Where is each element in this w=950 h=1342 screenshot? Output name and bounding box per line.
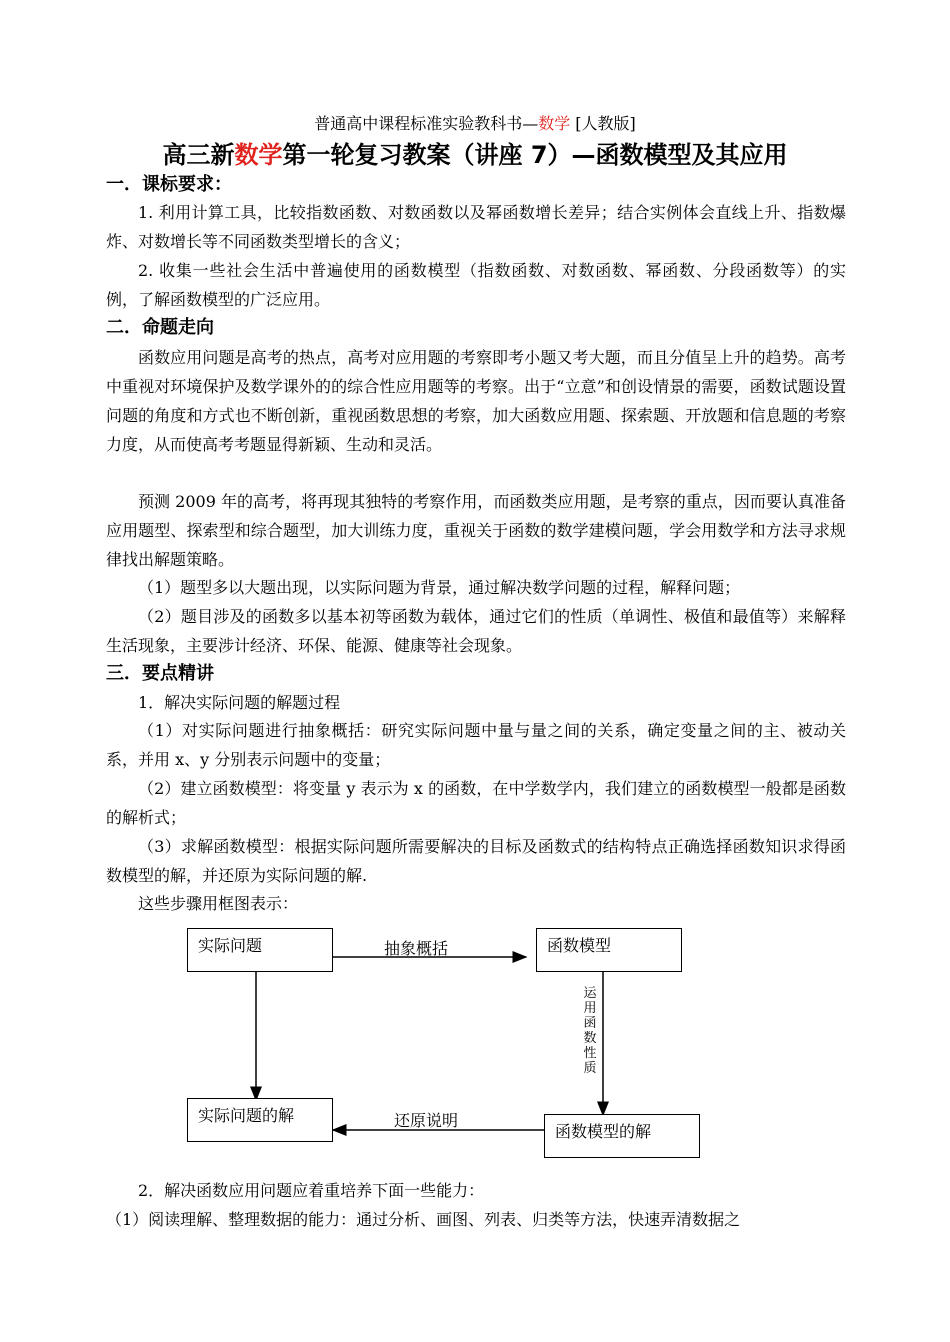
paragraph-1-2: 2. 收集一些社会生活中普遍使用的函数模型（指数函数、对数函数、幂函数、分段函数等）的实例，了解函数模型的广泛应用。 [106,261,846,309]
title-post: 第一轮复习教案（讲座 7）—函数模型及其应用 [282,141,788,169]
box-model-solution: 函数模型的解 [544,1114,700,1158]
series-header-pre: 普通高中课程标准实验教科书— [314,114,539,133]
page-title [0,140,950,170]
paragraph-2-3: （1）题型多以大题出现，以实际问题为背景，通过解决数学问题的过程，解释问题； [138,578,741,597]
box-problem-solution: 实际问题的解 [187,1098,333,1142]
box-practical-problem: 实际问题 [187,928,333,972]
series-header-subject: 数学 [538,114,571,133]
paragraph-2-2: 预测 2009 年的高考，将再现其独特的考察作用，而函数类应用题，是考察的重点，因而要认真准备应用题型、探索型和综合题型，加大训练力度，重视关于函数的数学建模问题，学会用数学和方法寻求规律找出解题策略。 [106,492,846,569]
title-pre: 高三新 [162,141,235,169]
paragraph-2-1: 函数应用问题是高考的热点，高考对应用题的考察即考小题又考大题，而且分值呈上升的趋势。高考中重视对环境保护及数学课外的的综合性应用题等的考察。出于“立意”和创设情景的需要，函数试题设置问题的角度和方式也不断创新，重视函数思想的考察，加大函数应用题、探索题、开放题和信息题的考察力度，从而使高考考题显得新颖、生动和灵活。 [106,348,846,454]
paragraph-3-7: （1）阅读理解、整理数据的能力：通过分析、画图、列表、归类等方法，快速弄清数据之 [106,1210,741,1229]
label-abstract: 抽象概括 [384,939,449,958]
series-header-edition: [人教版] [570,114,636,133]
label-restore: 还原说明 [394,1111,459,1130]
box-function-model: 函数模型 [536,928,682,972]
paragraph-3-1: 1．解决实际问题的解题过程 [138,693,341,712]
paragraph-3-2: （1）对实际问题进行抽象概括：研究实际问题中量与量之间的关系，确定变量之间的主、被动关系，并用 x、y 分别表示问题中的变量； [106,721,846,769]
paragraph-3-5: 这些步骤用框图表示： [138,894,299,913]
paragraph-1-1: 1. 利用计算工具，比较指数函数、对数函数以及幂函数增长差异；结合实例体会直线上升、指数爆炸、对数增长等不同函数类型增长的含义； [106,203,846,251]
title-subject: 数学 [234,141,283,169]
paragraph-2-4: （2）题目涉及的函数多以基本初等函数为载体，通过它们的性质（单调性、极值和最值等）来解释生活现象，主要涉计经济、环保、能源、健康等社会现象。 [106,607,846,655]
label-apply-properties: 运用函数性质 [583,986,597,1076]
section-heading-3: 三．要点精讲 [106,663,214,684]
section-heading-2: 二．命题走向 [106,317,214,338]
paragraph-3-3: （2）建立函数模型：将变量 y 表示为 x 的函数，在中学数学内，我们建立的函数模型一般都是函数的解析式； [106,779,846,827]
section-heading-1: 一．课标要求： [106,174,232,195]
paragraph-3-4: （3）求解函数模型：根据实际问题所需要解决的目标及函数式的结构特点正确选择函数知识求得函数模型的解，并还原为实际问题的解. [106,837,846,885]
paragraph-3-6: 2．解决函数应用问题应着重培养下面一些能力： [138,1181,485,1200]
flowchart [180,922,710,1162]
series-header [0,113,950,135]
